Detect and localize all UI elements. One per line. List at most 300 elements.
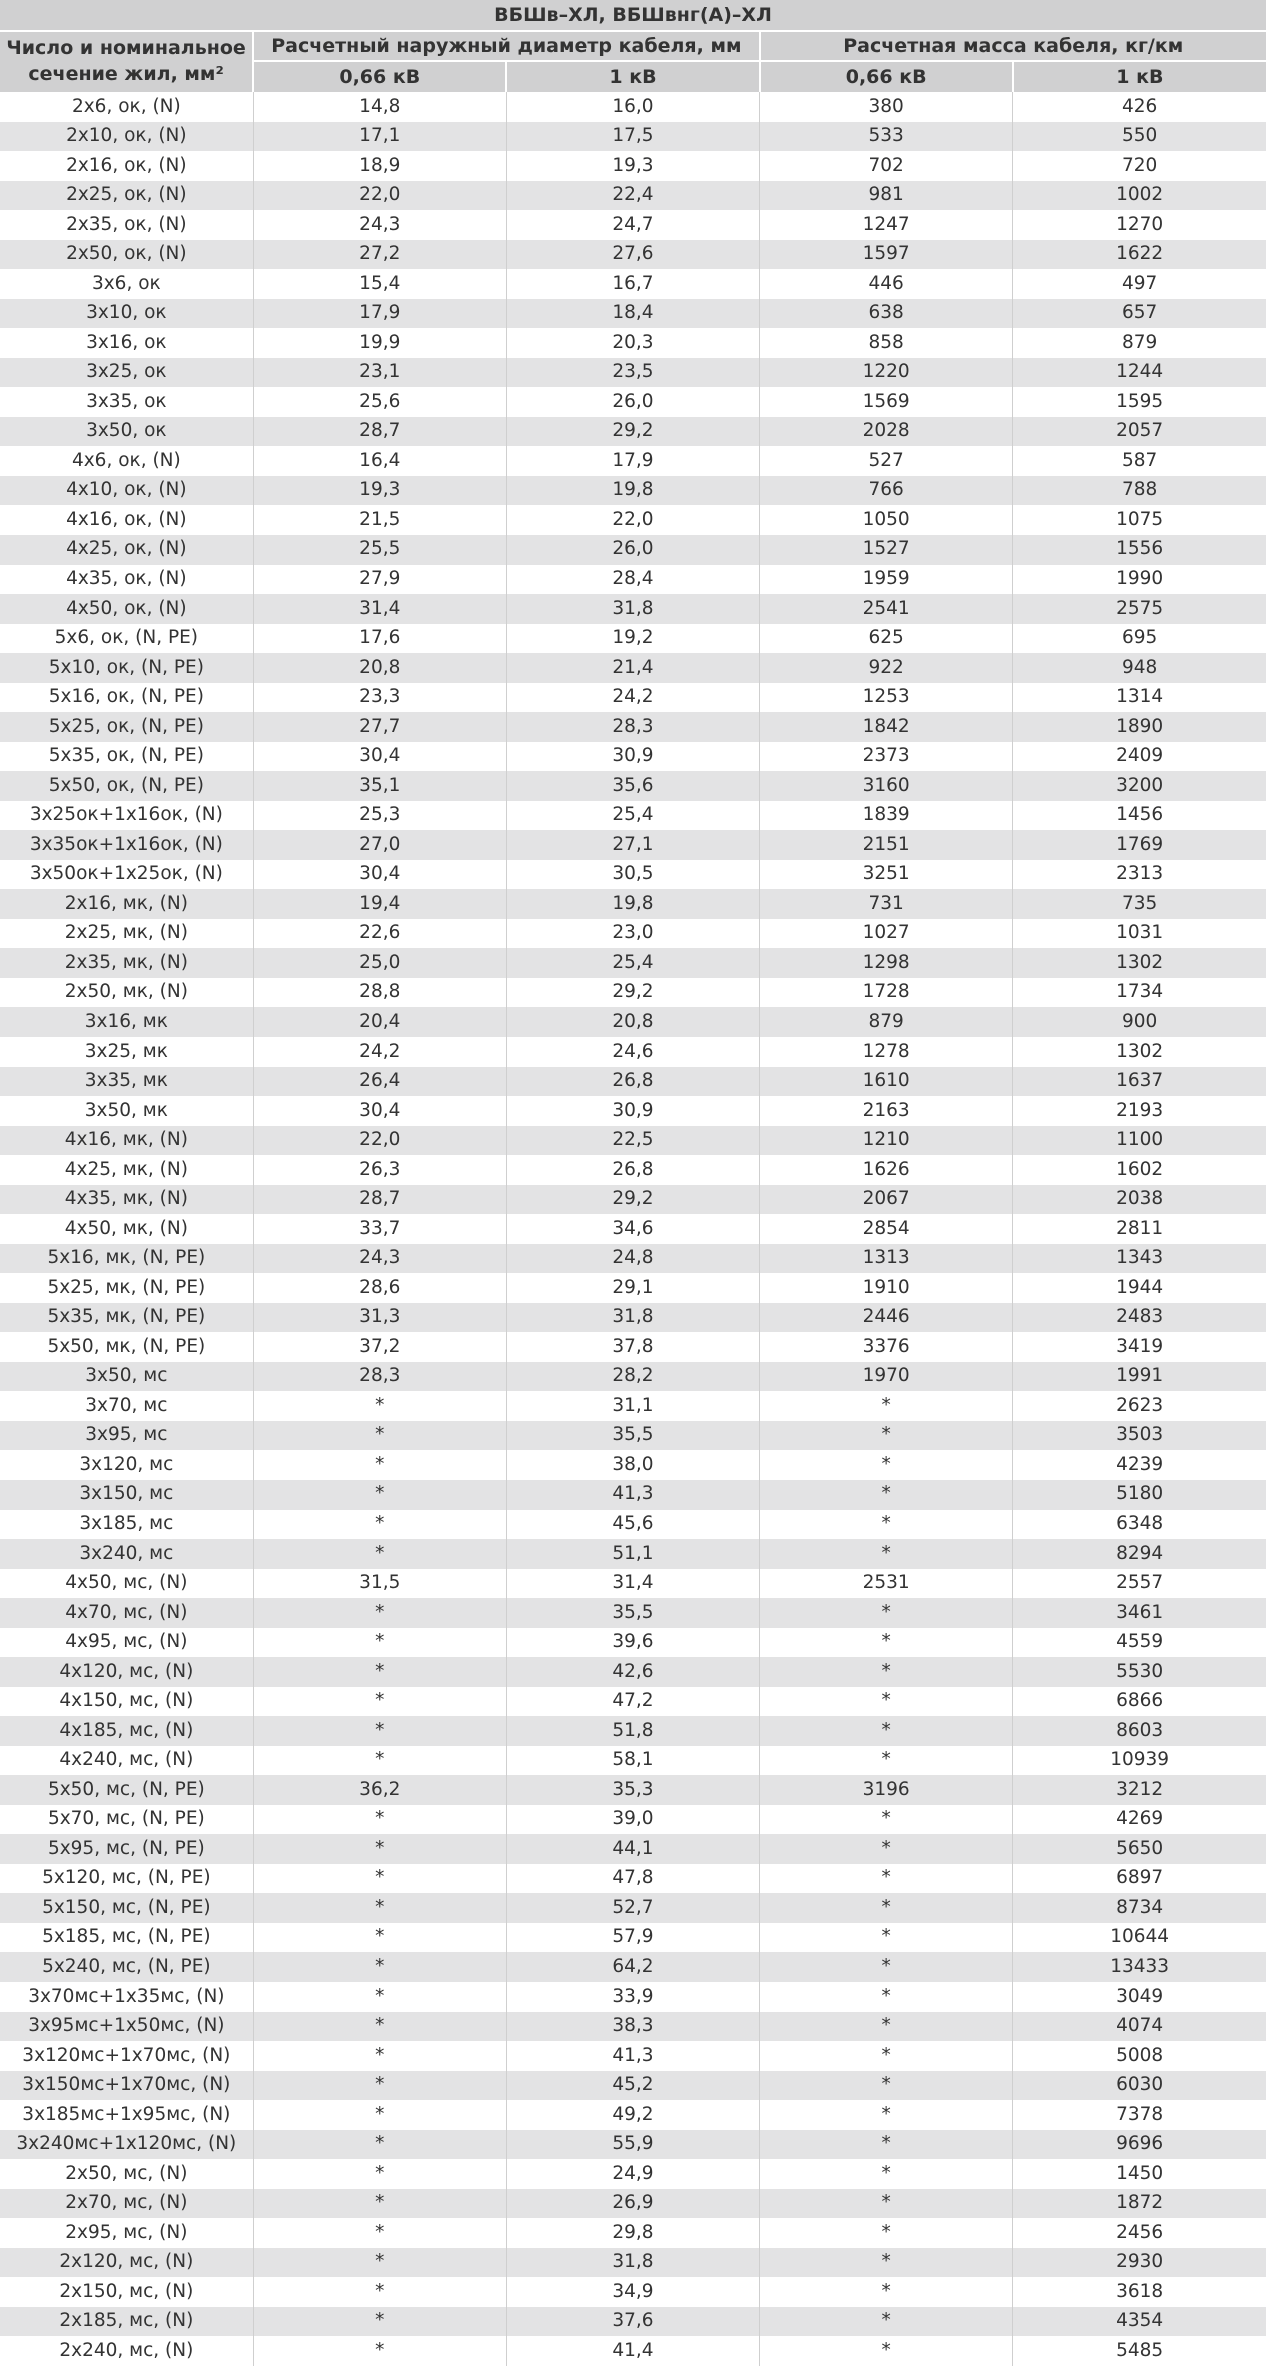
mass-1kv-cell: 4239 <box>1013 1450 1266 1480</box>
mass-066kv-cell: 527 <box>760 446 1013 476</box>
diameter-1kv-cell: 34,6 <box>506 1214 759 1244</box>
cable-designation-cell: 4х35, мк, (N) <box>0 1185 253 1215</box>
mass-1kv-cell: 1100 <box>1013 1126 1266 1156</box>
diameter-1kv-cell: 38,3 <box>506 2012 759 2042</box>
cable-designation-cell: 4х25, мк, (N) <box>0 1155 253 1185</box>
diameter-1kv-cell: 19,2 <box>506 624 759 654</box>
mass-066kv-cell: 446 <box>760 269 1013 299</box>
table-row <box>0 1805 1266 1835</box>
mass-066kv-cell: * <box>760 2248 1013 2278</box>
mass-066kv-cell: 1313 <box>760 1244 1013 1274</box>
mass-066kv-cell: * <box>760 2159 1013 2189</box>
mass-066kv-cell: * <box>760 2189 1013 2219</box>
diameter-1kv-cell: 22,4 <box>506 181 759 211</box>
cable-designation-cell: 5х240, мс, (N, PE) <box>0 1952 253 1982</box>
mass-1kv-cell: 10644 <box>1013 1923 1266 1953</box>
mass-066kv-cell: 922 <box>760 653 1013 683</box>
diameter-066kv-cell: * <box>253 1982 506 2012</box>
mass-1kv-cell: 5530 <box>1013 1657 1266 1687</box>
diameter-066kv-cell: 22,6 <box>253 919 506 949</box>
table-row <box>0 2012 1266 2042</box>
diameter-066kv-cell: * <box>253 1716 506 1746</box>
diameter-066kv-cell: 17,9 <box>253 299 506 329</box>
table-row <box>0 1628 1266 1658</box>
cable-designation-cell: 5х185, мс, (N, PE) <box>0 1923 253 1953</box>
cable-designation-cell: 4х150, мс, (N) <box>0 1687 253 1717</box>
mass-1kv-cell: 2193 <box>1013 1096 1266 1126</box>
mass-066kv-cell: * <box>760 1982 1013 2012</box>
mass-1kv-cell: 1031 <box>1013 919 1266 949</box>
diameter-1kv-cell: 28,3 <box>506 712 759 742</box>
cable-designation-cell: 4х95, мс, (N) <box>0 1628 253 1658</box>
cable-designation-cell: 2х25, мк, (N) <box>0 919 253 949</box>
mass-066kv-cell: * <box>760 1510 1013 1540</box>
cable-designation-cell: 3х6, ок <box>0 269 253 299</box>
diameter-1kv-cell: 24,8 <box>506 1244 759 1274</box>
mass-1kv-cell: 900 <box>1013 1007 1266 1037</box>
mass-066kv-cell: * <box>760 1421 1013 1451</box>
cable-designation-cell: 2х50, мк, (N) <box>0 978 253 1008</box>
diameter-066kv-cell: * <box>253 2012 506 2042</box>
cable-designation-cell: 5х50, мс, (N, PE) <box>0 1775 253 1805</box>
mass-066kv-cell: * <box>760 1952 1013 1982</box>
cable-designation-cell: 3х16, мк <box>0 1007 253 1037</box>
mass-1kv-cell: 6348 <box>1013 1510 1266 1540</box>
table-row <box>0 1244 1266 1274</box>
diameter-066kv-cell: 23,3 <box>253 683 506 713</box>
table-row <box>0 565 1266 595</box>
table-row <box>0 1834 1266 1864</box>
cable-designation-cell: 3х150мс+1х70мс, (N) <box>0 2071 253 2101</box>
mass-066kv-cell: 1842 <box>760 712 1013 742</box>
table-row <box>0 1923 1266 1953</box>
diameter-066kv-cell: 19,3 <box>253 476 506 506</box>
diameter-1kv-cell: 20,3 <box>506 328 759 358</box>
table-row <box>0 1303 1266 1333</box>
column-header-diameter-1kv: 1 кВ <box>506 61 759 92</box>
table-row <box>0 2218 1266 2248</box>
cable-designation-cell: 4х10, ок, (N) <box>0 476 253 506</box>
table-row <box>0 1332 1266 1362</box>
diameter-066kv-cell: 31,5 <box>253 1569 506 1599</box>
mass-1kv-cell: 1990 <box>1013 565 1266 595</box>
diameter-1kv-cell: 42,6 <box>506 1657 759 1687</box>
diameter-1kv-cell: 25,4 <box>506 948 759 978</box>
diameter-066kv-cell: 19,4 <box>253 889 506 919</box>
column-header-mass-066kv: 0,66 кВ <box>760 61 1013 92</box>
cable-designation-cell: 2х35, мк, (N) <box>0 948 253 978</box>
cable-designation-cell: 2х50, ок, (N) <box>0 240 253 270</box>
table-row <box>0 1598 1266 1628</box>
cable-designation-cell: 4х50, мк, (N) <box>0 1214 253 1244</box>
mass-066kv-cell: 1970 <box>760 1362 1013 1392</box>
table-row <box>0 2041 1266 2071</box>
diameter-1kv-cell: 21,4 <box>506 653 759 683</box>
diameter-066kv-cell: 33,7 <box>253 1214 506 1244</box>
mass-1kv-cell: 2409 <box>1013 742 1266 772</box>
diameter-066kv-cell: 22,0 <box>253 181 506 211</box>
cable-designation-cell: 4х120, мс, (N) <box>0 1657 253 1687</box>
cable-designation-cell: 2х6, ок, (N) <box>0 92 253 122</box>
diameter-066kv-cell: * <box>253 1893 506 1923</box>
mass-066kv-cell: 2541 <box>760 594 1013 624</box>
diameter-1kv-cell: 31,8 <box>506 1303 759 1333</box>
mass-066kv-cell: 879 <box>760 1007 1013 1037</box>
mass-066kv-cell: 2028 <box>760 417 1013 447</box>
table-row <box>0 92 1266 122</box>
diameter-1kv-cell: 30,5 <box>506 860 759 890</box>
table-row <box>0 1746 1266 1776</box>
table-row <box>0 801 1266 831</box>
mass-066kv-cell: 1728 <box>760 978 1013 1008</box>
diameter-1kv-cell: 55,9 <box>506 2130 759 2160</box>
diameter-1kv-cell: 23,5 <box>506 358 759 388</box>
table-row <box>0 181 1266 211</box>
diameter-1kv-cell: 22,0 <box>506 505 759 535</box>
mass-1kv-cell: 587 <box>1013 446 1266 476</box>
cable-designation-cell: 4х185, мс, (N) <box>0 1716 253 1746</box>
mass-1kv-cell: 948 <box>1013 653 1266 683</box>
mass-1kv-cell: 1602 <box>1013 1155 1266 1185</box>
mass-066kv-cell: 533 <box>760 122 1013 152</box>
diameter-1kv-cell: 35,5 <box>506 1598 759 1628</box>
diameter-1kv-cell: 52,7 <box>506 1893 759 1923</box>
cable-designation-cell: 5х35, мк, (N, PE) <box>0 1303 253 1333</box>
cable-designation-cell: 3х70мс+1х35мс, (N) <box>0 1982 253 2012</box>
diameter-1kv-cell: 37,8 <box>506 1332 759 1362</box>
mass-1kv-cell: 2456 <box>1013 2218 1266 2248</box>
diameter-066kv-cell: * <box>253 1598 506 1628</box>
mass-1kv-cell: 5485 <box>1013 2336 1266 2366</box>
diameter-066kv-cell: * <box>253 1628 506 1658</box>
group-header-diameter: Расчетный наружный диаметр кабеля, мм <box>253 31 759 61</box>
mass-066kv-cell: 625 <box>760 624 1013 654</box>
diameter-1kv-cell: 30,9 <box>506 1096 759 1126</box>
mass-066kv-cell: 1027 <box>760 919 1013 949</box>
mass-1kv-cell: 3200 <box>1013 771 1266 801</box>
mass-066kv-cell: 1839 <box>760 801 1013 831</box>
table-row <box>0 771 1266 801</box>
diameter-066kv-cell: 20,4 <box>253 1007 506 1037</box>
mass-066kv-cell: 1298 <box>760 948 1013 978</box>
diameter-066kv-cell: 26,3 <box>253 1155 506 1185</box>
diameter-1kv-cell: 38,0 <box>506 1450 759 1480</box>
table-row <box>0 1450 1266 1480</box>
mass-066kv-cell: 3160 <box>760 771 1013 801</box>
mass-066kv-cell: 2446 <box>760 1303 1013 1333</box>
diameter-1kv-cell: 45,6 <box>506 1510 759 1540</box>
mass-066kv-cell: * <box>760 1657 1013 1687</box>
table-row <box>0 2071 1266 2101</box>
table-row <box>0 1569 1266 1599</box>
cable-designation-cell: 5х16, мк, (N, PE) <box>0 1244 253 1274</box>
diameter-066kv-cell: 25,0 <box>253 948 506 978</box>
table-row <box>0 1007 1266 1037</box>
table-row <box>0 919 1266 949</box>
diameter-1kv-cell: 29,2 <box>506 1185 759 1215</box>
mass-066kv-cell: 1569 <box>760 387 1013 417</box>
diameter-1kv-cell: 57,9 <box>506 1923 759 1953</box>
cable-designation-cell: 3х50, мк <box>0 1096 253 1126</box>
mass-066kv-cell: * <box>760 1864 1013 1894</box>
diameter-1kv-cell: 33,9 <box>506 1982 759 2012</box>
mass-066kv-cell: * <box>760 2041 1013 2071</box>
diameter-066kv-cell: * <box>253 1834 506 1864</box>
diameter-1kv-cell: 39,0 <box>506 1805 759 1835</box>
diameter-066kv-cell: * <box>253 1421 506 1451</box>
cable-designation-cell: 5х70, мс, (N, PE) <box>0 1805 253 1835</box>
table-row <box>0 1539 1266 1569</box>
mass-066kv-cell: 1626 <box>760 1155 1013 1185</box>
diameter-066kv-cell: * <box>253 2218 506 2248</box>
diameter-066kv-cell: 30,4 <box>253 742 506 772</box>
diameter-1kv-cell: 24,2 <box>506 683 759 713</box>
cable-designation-cell: 3х25, мк <box>0 1037 253 1067</box>
mass-1kv-cell: 1556 <box>1013 535 1266 565</box>
table-row <box>0 860 1266 890</box>
mass-1kv-cell: 1769 <box>1013 830 1266 860</box>
cable-designation-cell: 5х16, ок, (N, PE) <box>0 683 253 713</box>
diameter-066kv-cell: * <box>253 2159 506 2189</box>
mass-066kv-cell: * <box>760 2336 1013 2366</box>
cable-designation-cell: 5х35, ок, (N, PE) <box>0 742 253 772</box>
cable-designation-cell: 5х50, ок, (N, PE) <box>0 771 253 801</box>
cable-designation-cell: 5х25, мк, (N, PE) <box>0 1273 253 1303</box>
mass-1kv-cell: 720 <box>1013 151 1266 181</box>
table-row <box>0 948 1266 978</box>
mass-066kv-cell: 1527 <box>760 535 1013 565</box>
diameter-066kv-cell: * <box>253 2100 506 2130</box>
diameter-066kv-cell: 27,0 <box>253 830 506 860</box>
diameter-066kv-cell: 30,4 <box>253 1096 506 1126</box>
table-row <box>0 889 1266 919</box>
diameter-066kv-cell: 25,5 <box>253 535 506 565</box>
cable-designation-cell: 4х6, ок, (N) <box>0 446 253 476</box>
mass-066kv-cell: * <box>760 2277 1013 2307</box>
diameter-1kv-cell: 31,8 <box>506 2248 759 2278</box>
diameter-066kv-cell: 30,4 <box>253 860 506 890</box>
cable-designation-cell: 2х35, ок, (N) <box>0 210 253 240</box>
diameter-1kv-cell: 29,8 <box>506 2218 759 2248</box>
table-row <box>0 2189 1266 2219</box>
mass-1kv-cell: 1637 <box>1013 1067 1266 1097</box>
table-row <box>0 1716 1266 1746</box>
mass-066kv-cell: 1278 <box>760 1037 1013 1067</box>
mass-1kv-cell: 7378 <box>1013 2100 1266 2130</box>
mass-1kv-cell: 3461 <box>1013 1598 1266 1628</box>
mass-1kv-cell: 4354 <box>1013 2307 1266 2337</box>
mass-066kv-cell: 702 <box>760 151 1013 181</box>
mass-1kv-cell: 497 <box>1013 269 1266 299</box>
mass-1kv-cell: 695 <box>1013 624 1266 654</box>
mass-066kv-cell: 2163 <box>760 1096 1013 1126</box>
diameter-1kv-cell: 29,2 <box>506 978 759 1008</box>
diameter-1kv-cell: 39,6 <box>506 1628 759 1658</box>
diameter-1kv-cell: 26,0 <box>506 535 759 565</box>
table-row <box>0 830 1266 860</box>
table-row <box>0 240 1266 270</box>
table-row <box>0 594 1266 624</box>
table-row <box>0 1391 1266 1421</box>
diameter-066kv-cell: * <box>253 2248 506 2278</box>
column-header-diameter-066kv: 0,66 кВ <box>253 61 506 92</box>
diameter-1kv-cell: 29,1 <box>506 1273 759 1303</box>
column-header-cores-section: Число и номинальное сечение жил, мм² <box>0 31 253 92</box>
diameter-1kv-cell: 19,3 <box>506 151 759 181</box>
cable-designation-cell: 3х16, ок <box>0 328 253 358</box>
diameter-1kv-cell: 35,5 <box>506 1421 759 1451</box>
diameter-066kv-cell: 31,4 <box>253 594 506 624</box>
diameter-066kv-cell: 28,7 <box>253 417 506 447</box>
diameter-066kv-cell: * <box>253 1805 506 1835</box>
diameter-066kv-cell: 28,3 <box>253 1362 506 1392</box>
cable-designation-cell: 3х240, мс <box>0 1539 253 1569</box>
cable-designation-cell: 2х150, мс, (N) <box>0 2277 253 2307</box>
diameter-066kv-cell: * <box>253 1952 506 1982</box>
mass-066kv-cell: 1910 <box>760 1273 1013 1303</box>
diameter-066kv-cell: * <box>253 1864 506 1894</box>
cable-designation-cell: 3х35ок+1х16ок, (N) <box>0 830 253 860</box>
diameter-066kv-cell: 35,1 <box>253 771 506 801</box>
table-row <box>0 476 1266 506</box>
cable-designation-cell: 3х120, мс <box>0 1450 253 1480</box>
cable-designation-cell: 3х70, мс <box>0 1391 253 1421</box>
cable-designation-cell: 2х185, мс, (N) <box>0 2307 253 2337</box>
diameter-066kv-cell: * <box>253 2041 506 2071</box>
mass-066kv-cell: 1959 <box>760 565 1013 595</box>
mass-1kv-cell: 3503 <box>1013 1421 1266 1451</box>
diameter-066kv-cell: 28,8 <box>253 978 506 1008</box>
mass-1kv-cell: 1991 <box>1013 1362 1266 1392</box>
mass-1kv-cell: 5008 <box>1013 2041 1266 2071</box>
table-row <box>0 535 1266 565</box>
mass-1kv-cell: 657 <box>1013 299 1266 329</box>
diameter-1kv-cell: 26,8 <box>506 1155 759 1185</box>
table-row <box>0 1126 1266 1156</box>
mass-066kv-cell: 2067 <box>760 1185 1013 1215</box>
diameter-1kv-cell: 58,1 <box>506 1746 759 1776</box>
cable-designation-cell: 4х25, ок, (N) <box>0 535 253 565</box>
mass-1kv-cell: 1450 <box>1013 2159 1266 2189</box>
diameter-1kv-cell: 18,4 <box>506 299 759 329</box>
table-row <box>0 712 1266 742</box>
diameter-1kv-cell: 47,8 <box>506 1864 759 1894</box>
mass-066kv-cell: * <box>760 2071 1013 2101</box>
diameter-066kv-cell: * <box>253 1539 506 1569</box>
mass-066kv-cell: * <box>760 1716 1013 1746</box>
diameter-1kv-cell: 22,5 <box>506 1126 759 1156</box>
mass-1kv-cell: 2623 <box>1013 1391 1266 1421</box>
mass-1kv-cell: 1944 <box>1013 1273 1266 1303</box>
diameter-1kv-cell: 41,3 <box>506 1480 759 1510</box>
mass-1kv-cell: 4074 <box>1013 2012 1266 2042</box>
mass-1kv-cell: 2313 <box>1013 860 1266 890</box>
diameter-066kv-cell: 27,9 <box>253 565 506 595</box>
mass-1kv-cell: 4269 <box>1013 1805 1266 1835</box>
diameter-066kv-cell: * <box>253 1391 506 1421</box>
mass-1kv-cell: 6030 <box>1013 2071 1266 2101</box>
table-row <box>0 2307 1266 2337</box>
diameter-1kv-cell: 17,9 <box>506 446 759 476</box>
cable-designation-cell: 2х16, мк, (N) <box>0 889 253 919</box>
table-row <box>0 210 1266 240</box>
diameter-1kv-cell: 16,7 <box>506 269 759 299</box>
mass-066kv-cell: 2151 <box>760 830 1013 860</box>
diameter-066kv-cell: * <box>253 1746 506 1776</box>
mass-066kv-cell: * <box>760 1598 1013 1628</box>
diameter-066kv-cell: * <box>253 1480 506 1510</box>
table-row <box>0 624 1266 654</box>
mass-1kv-cell: 1314 <box>1013 683 1266 713</box>
table-row <box>0 1155 1266 1185</box>
mass-1kv-cell: 10939 <box>1013 1746 1266 1776</box>
diameter-066kv-cell: 37,2 <box>253 1332 506 1362</box>
mass-066kv-cell: * <box>760 1805 1013 1835</box>
table-row <box>0 505 1266 535</box>
mass-1kv-cell: 1302 <box>1013 948 1266 978</box>
diameter-066kv-cell: 18,9 <box>253 151 506 181</box>
diameter-066kv-cell: 15,4 <box>253 269 506 299</box>
diameter-066kv-cell: 25,6 <box>253 387 506 417</box>
table-row <box>0 446 1266 476</box>
table-row <box>0 742 1266 772</box>
mass-066kv-cell: 3196 <box>760 1775 1013 1805</box>
table-row <box>0 1982 1266 2012</box>
cable-designation-cell: 3х25, ок <box>0 358 253 388</box>
diameter-1kv-cell: 37,6 <box>506 2307 759 2337</box>
diameter-066kv-cell: 24,3 <box>253 1244 506 1274</box>
mass-1kv-cell: 2930 <box>1013 2248 1266 2278</box>
diameter-066kv-cell: * <box>253 2336 506 2366</box>
cable-designation-cell: 2х16, ок, (N) <box>0 151 253 181</box>
diameter-066kv-cell: 28,6 <box>253 1273 506 1303</box>
diameter-1kv-cell: 28,2 <box>506 1362 759 1392</box>
mass-066kv-cell: * <box>760 1923 1013 1953</box>
cable-designation-cell: 2х50, мс, (N) <box>0 2159 253 2189</box>
diameter-066kv-cell: 24,3 <box>253 210 506 240</box>
diameter-066kv-cell: * <box>253 1657 506 1687</box>
mass-066kv-cell: 766 <box>760 476 1013 506</box>
mass-066kv-cell: 731 <box>760 889 1013 919</box>
cable-designation-cell: 3х35, мк <box>0 1067 253 1097</box>
table-row <box>0 328 1266 358</box>
mass-1kv-cell: 2038 <box>1013 1185 1266 1215</box>
mass-066kv-cell: * <box>760 1628 1013 1658</box>
diameter-1kv-cell: 27,6 <box>506 240 759 270</box>
mass-066kv-cell: 2531 <box>760 1569 1013 1599</box>
mass-066kv-cell: 1253 <box>760 683 1013 713</box>
cable-designation-cell: 2х240, мс, (N) <box>0 2336 253 2366</box>
cable-designation-cell: 3х120мс+1х70мс, (N) <box>0 2041 253 2071</box>
diameter-1kv-cell: 30,9 <box>506 742 759 772</box>
mass-066kv-cell: 2854 <box>760 1214 1013 1244</box>
diameter-066kv-cell: 28,7 <box>253 1185 506 1215</box>
table-row <box>0 1214 1266 1244</box>
diameter-1kv-cell: 20,8 <box>506 1007 759 1037</box>
cable-designation-cell: 5х25, ок, (N, PE) <box>0 712 253 742</box>
diameter-1kv-cell: 16,0 <box>506 92 759 122</box>
column-header-mass-1kv: 1 кВ <box>1013 61 1266 92</box>
table-row <box>0 417 1266 447</box>
diameter-1kv-cell: 51,8 <box>506 1716 759 1746</box>
diameter-1kv-cell: 17,5 <box>506 122 759 152</box>
table-row <box>0 1362 1266 1392</box>
diameter-066kv-cell: 20,8 <box>253 653 506 683</box>
table-row <box>0 269 1266 299</box>
diameter-1kv-cell: 34,9 <box>506 2277 759 2307</box>
mass-066kv-cell: * <box>760 1834 1013 1864</box>
diameter-1kv-cell: 19,8 <box>506 476 759 506</box>
